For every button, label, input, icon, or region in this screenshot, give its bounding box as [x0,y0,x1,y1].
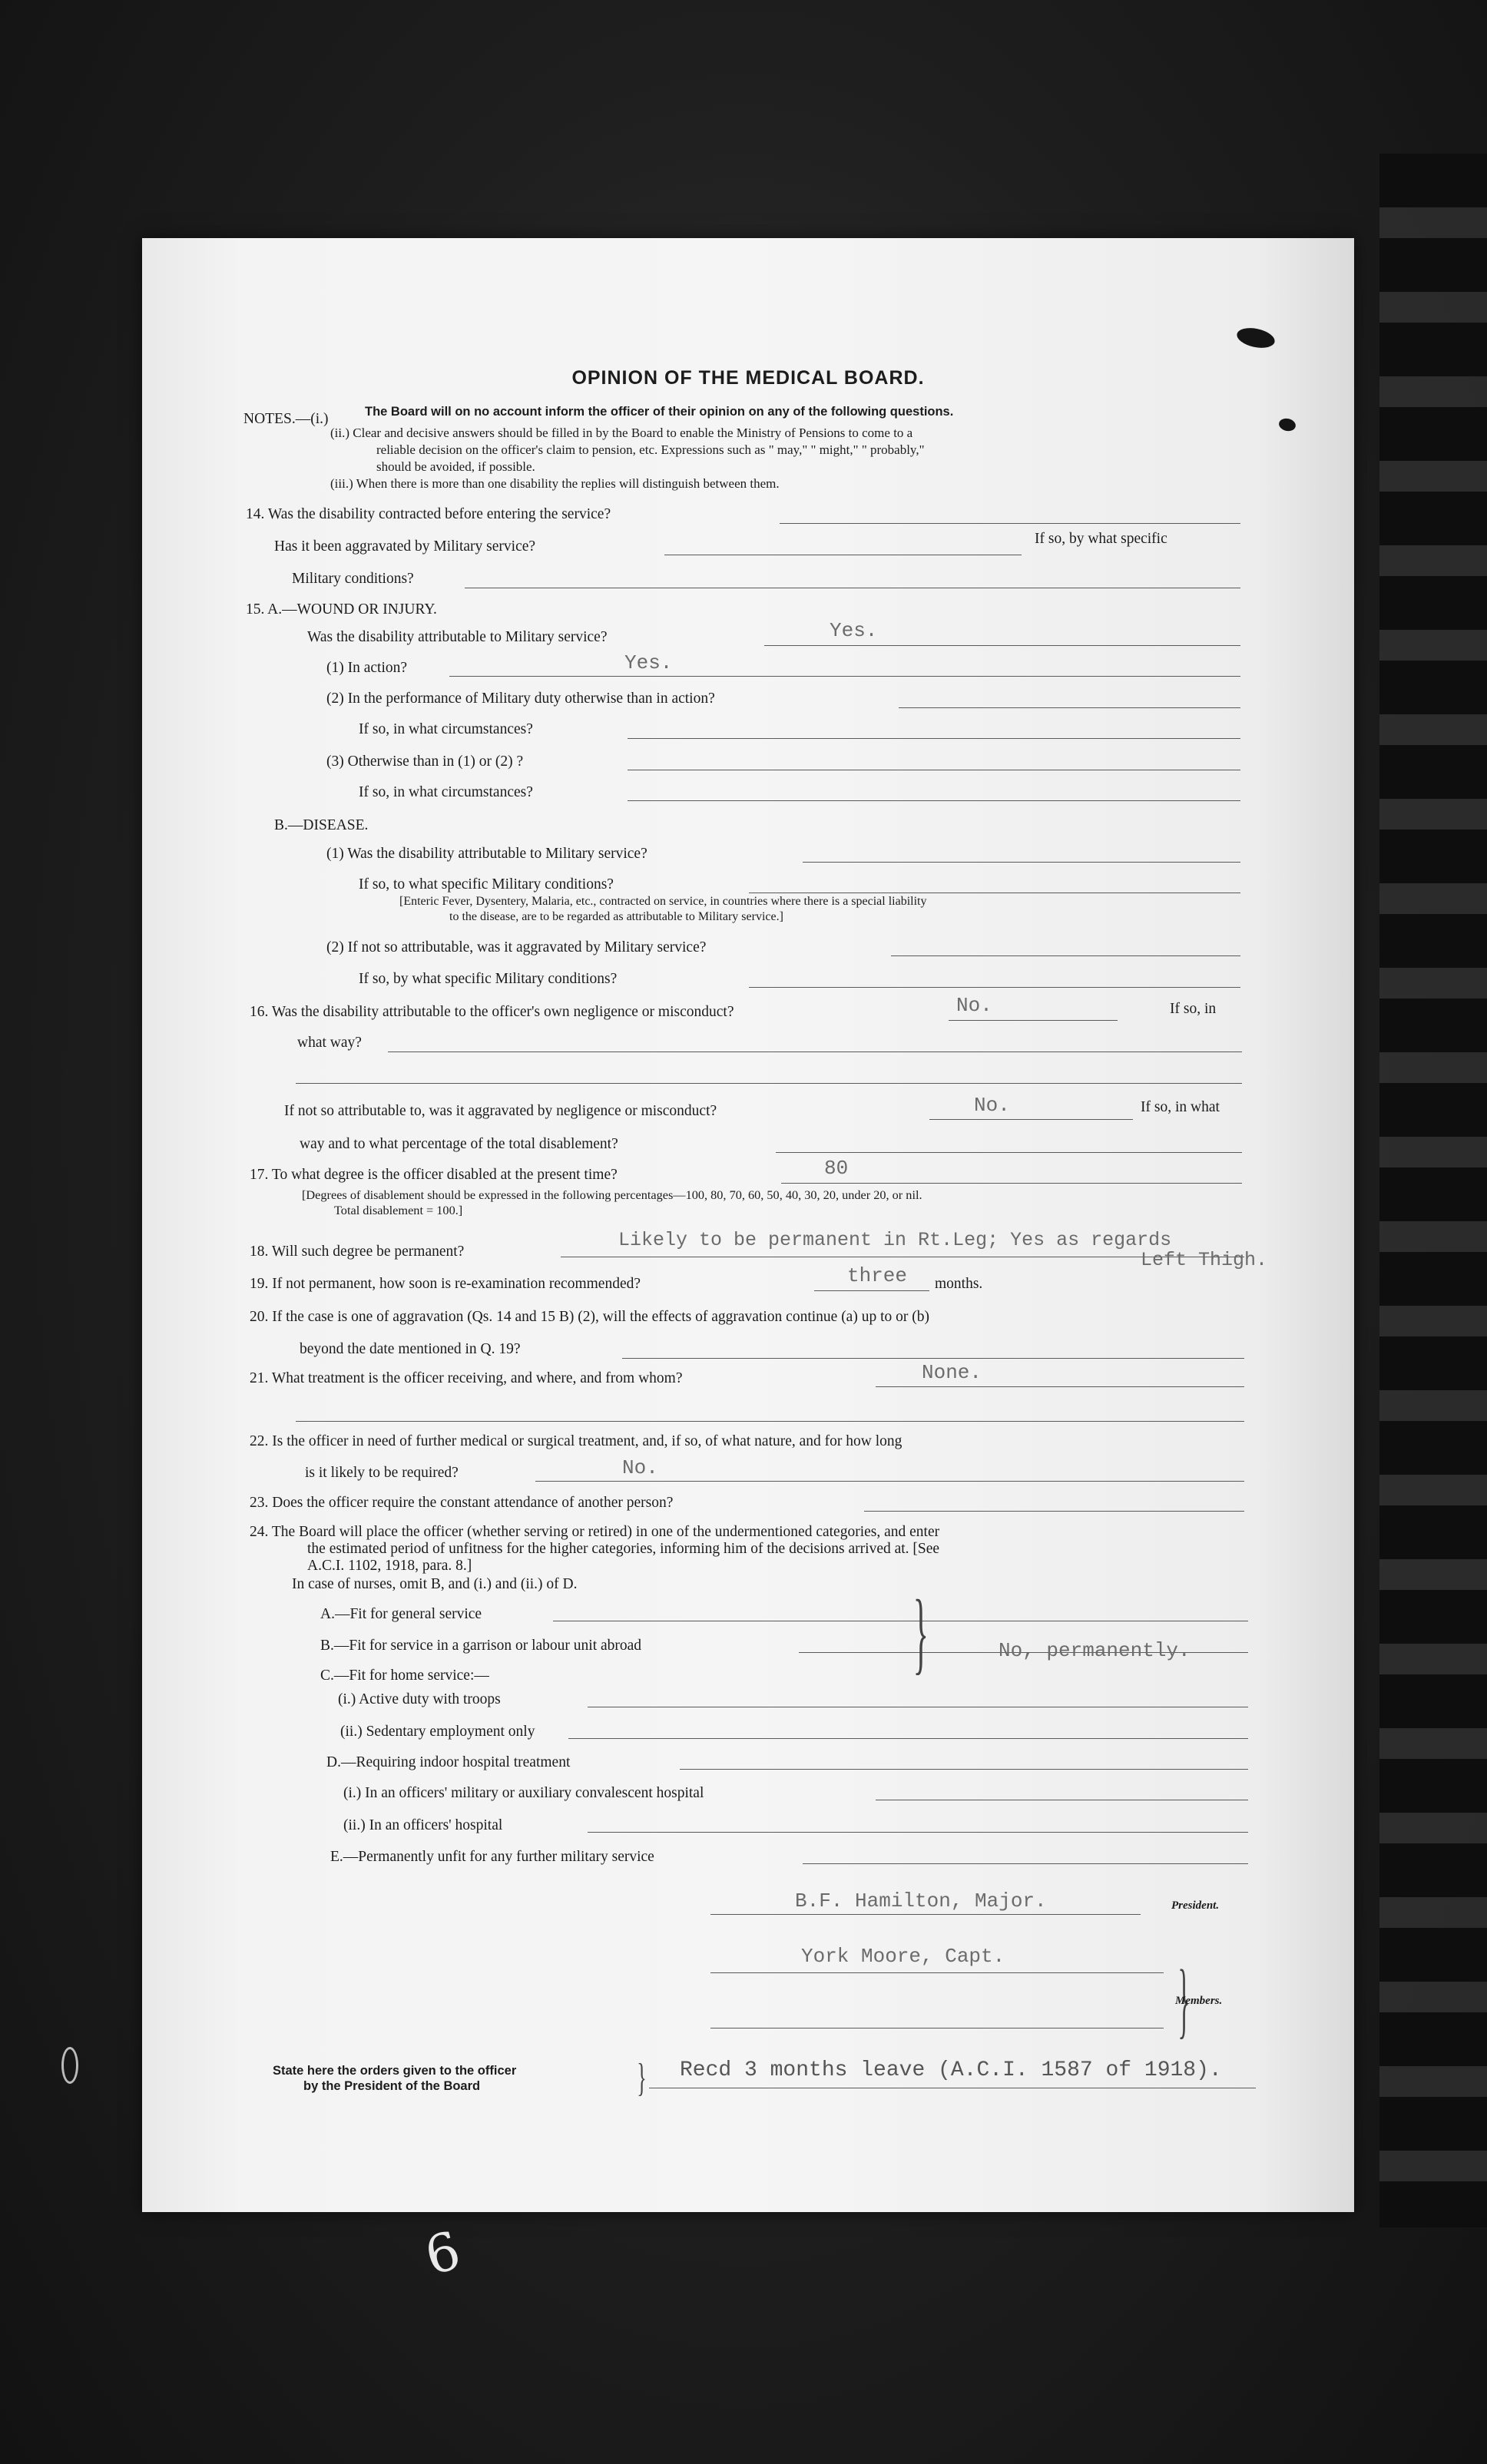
q21-line1: 21. What treatment is the officer receiving, and where, and from whom? [250,1370,683,1386]
q23-attendance-line [864,1511,1244,1512]
q16-line4: way and to what percentage of the total disablement? [300,1136,618,1152]
q24-category-b: B.—Fit for service in a garrison or labour unit abroad [320,1638,642,1654]
q15-disease-attributable: (1) Was the disability attributable to Military service? [326,846,647,862]
q15-circumstances-2: If so, in what circumstances? [359,784,533,800]
president-signature-line [710,1914,1141,1915]
q24-category-c-i: (i.) Active duty with troops [338,1691,501,1707]
q16-line2: what way? [297,1035,362,1051]
q15-attributable-answer: Yes. [830,619,878,642]
q15-disease-note-1: [Enteric Fever, Dysentery, Malaria, etc., contracted on service, in countries where there is a special liability [399,895,927,908]
q17-note-2: Total disablement = 100.] [334,1203,463,1217]
film-frame-mark: 6 [419,2220,467,2288]
q15-in-action: (1) In action? [326,660,408,676]
q22-required-line [535,1481,1244,1482]
q18-permanent-answer-2: Left Thigh. [1141,1249,1268,1271]
q15-disease-conditions: If so, to what specific Military conditions? [359,876,614,893]
note-iii: (iii.) When there is more than one disability the replies will distinguish between them. [330,476,780,491]
q16-negligence-line [949,1020,1118,1021]
note-ii-line2: reliable decision on the officer's claim to pension, etc. Expressions such as " may," " might," " probably," [376,442,925,457]
q24-category-d: D.—Requiring indoor hospital treatment [326,1754,571,1770]
q20-line2: beyond the date mentioned in Q. 19? [300,1341,521,1357]
q24-line4: In case of nurses, omit B, and (i.) and (ii.) of D. [292,1576,578,1592]
q15-disease-aggravated: (2) If not so attributable, was it aggravated by Military service? [326,939,707,955]
q14-line2: Has it been aggravated by Military service? [274,538,536,555]
q19-months: months. [935,1276,983,1292]
orders-label-2: by the President of the Board [303,2079,481,2093]
member-signature-line-1 [710,1972,1164,1973]
q24-category-d-i: (i.) In an officers' military or auxiliary convalescent hospital [343,1785,704,1801]
q21-extra-line [296,1421,1244,1422]
q16-line3-tail: If so, in what [1141,1099,1220,1115]
q15-otherwise: (3) Otherwise than in (1) or (2) ? [326,753,524,770]
q15-disease-heading: B.—DISEASE. [274,817,369,833]
q24-line1: 24. The Board will place the officer (whether serving or retired) in one of the undermentioned categories, and enter [250,1524,940,1540]
form-title: OPINION OF THE MEDICAL BOARD. [571,367,925,389]
q16-line1-tail: If so, in [1170,1001,1217,1017]
q24-category-c-ii-line [568,1738,1248,1739]
q24-category-e: E.—Permanently unfit for any further military service [330,1849,654,1865]
q21-treatment-answer: None. [922,1361,982,1384]
q16-extra-line [296,1083,1242,1084]
q16-aggravated-answer: No. [974,1094,1010,1117]
q17-degree-line [781,1183,1242,1184]
q15-in-action-line [449,676,1240,677]
q15-attributable-line [764,645,1240,646]
members-brace: } [1177,1952,1191,2046]
orders-brace: } [637,2056,647,2100]
q19-re-exam-answer: three [847,1264,908,1287]
q19-re-exam-line [814,1290,929,1291]
q21-treatment-line [876,1386,1244,1387]
q15-heading: 15. A.—WOUND OR INJURY. [246,601,437,618]
q18-permanent-answer: Likely to be permanent in Rt.Leg; Yes as regards [618,1229,1172,1251]
members-label: Members. [1175,1995,1223,2007]
q16-percentage-line [776,1152,1242,1153]
q19-line1: 19. If not permanent, how soon is re-examination recommended? [250,1276,641,1292]
q17-line1: 17. To what degree is the officer disabled at the present time? [250,1167,618,1183]
ink-blot [1235,325,1277,351]
q24-category-answer: No, permanently. [999,1639,1191,1662]
note-ii-line3: should be avoided, if possible. [376,459,535,474]
orders-answer: Recd 3 months leave (A.C.I. 1587 of 1918). [680,2058,1222,2082]
q24-category-c: C.—Fit for home service:— [320,1668,489,1684]
q24-category-d-ii: (ii.) In an officers' hospital [343,1817,503,1833]
q17-note-1: [Degrees of disablement should be expressed in the following percentages—100, 80, 70, 60, 50, 40, 30, 20, under 20, or nil. [302,1187,922,1202]
q24-line3: A.C.I. 1102, 1918, para. 8.] [307,1558,472,1574]
q20-line1: 20. If the case is one of aggravation (Qs. 14 and 15 B) (2), will the effects of aggravation continue (a) up to or (b) [250,1309,929,1325]
q16-negligence-answer: No. [956,994,992,1017]
member-signature: York Moore, Capt. [801,1945,1005,1968]
q15-circumstances-2-line [628,800,1240,801]
q15-circumstances-1-line [628,738,1240,739]
q15-disease-attributable-line [803,862,1240,863]
q24-category-d-line [680,1769,1248,1770]
q14-answer-line [780,523,1240,524]
q16-aggravated-line [929,1119,1133,1120]
q15-disease-aggravated-conditions: If so, by what specific Military conditions? [359,971,618,987]
q16-line3: If not so attributable to, was it aggravated by negligence or misconduct? [284,1103,717,1119]
q24-category-a: A.—Fit for general service [320,1606,482,1622]
q16-line1: 16. Was the disability attributable to the officer's own negligence or misconduct? [250,1004,734,1020]
notes-label: NOTES.—(i.) [243,411,329,427]
q24-category-c-ii: (ii.) Sedentary employment only [340,1724,535,1740]
q15-attributable: Was the disability attributable to Military service? [307,629,608,645]
q15-disease-note-2: to the disease, are to be regarded as attributable to Military service.] [449,910,783,923]
q14-line1: 14. Was the disability contracted before entering the service? [246,506,611,522]
note-ii-line1: (ii.) Clear and decisive answers should be filled in by the Board to enable the Ministry of Pensions to come to a [330,426,913,440]
q14-line2-tail: If so, by what specific [1035,531,1167,547]
form-page [142,238,1354,2212]
q22-line1: 22. Is the officer in need of further medical or surgical treatment, and, if so, of what nature, and for how long [250,1433,902,1449]
q24-category-brace: } [912,1581,929,1683]
note-i: The Board will on no account inform the officer of their opinion on any of the following questions. [365,405,954,419]
film-mark [61,2047,78,2084]
president-label: President. [1171,1899,1220,1912]
q20-date-line [622,1358,1244,1359]
q15-disease-aggravated-line [891,955,1240,956]
q17-degree-answer: 80 [824,1157,849,1180]
q22-line2: is it likely to be required? [305,1465,459,1481]
q15-circumstances-1: If so, in what circumstances? [359,721,533,737]
q15-military-duty: (2) In the performance of Military duty otherwise than in action? [326,691,715,707]
orders-label-1: State here the orders given to the officer [273,2064,517,2078]
q24-category-d-ii-line [588,1832,1248,1833]
q14-line3: Military conditions? [292,571,414,587]
film-strip-edge [1379,154,1487,2227]
q24-line2: the estimated period of unfitness for the higher categories, informing him of the decisions arrived at. [See [307,1541,940,1557]
q15-military-duty-line [899,707,1240,708]
q23-line1: 23. Does the officer require the constant attendance of another person? [250,1495,674,1511]
ink-blot [1278,417,1297,432]
q15-in-action-answer: Yes. [624,651,673,674]
q22-required-answer: No. [622,1456,658,1479]
president-signature: B.F. Hamilton, Major. [795,1889,1047,1913]
q15-disease-aggravated-conditions-line [749,987,1240,988]
q24-category-e-line [803,1863,1248,1864]
q18-line1: 18. Will such degree be permanent? [250,1244,465,1260]
